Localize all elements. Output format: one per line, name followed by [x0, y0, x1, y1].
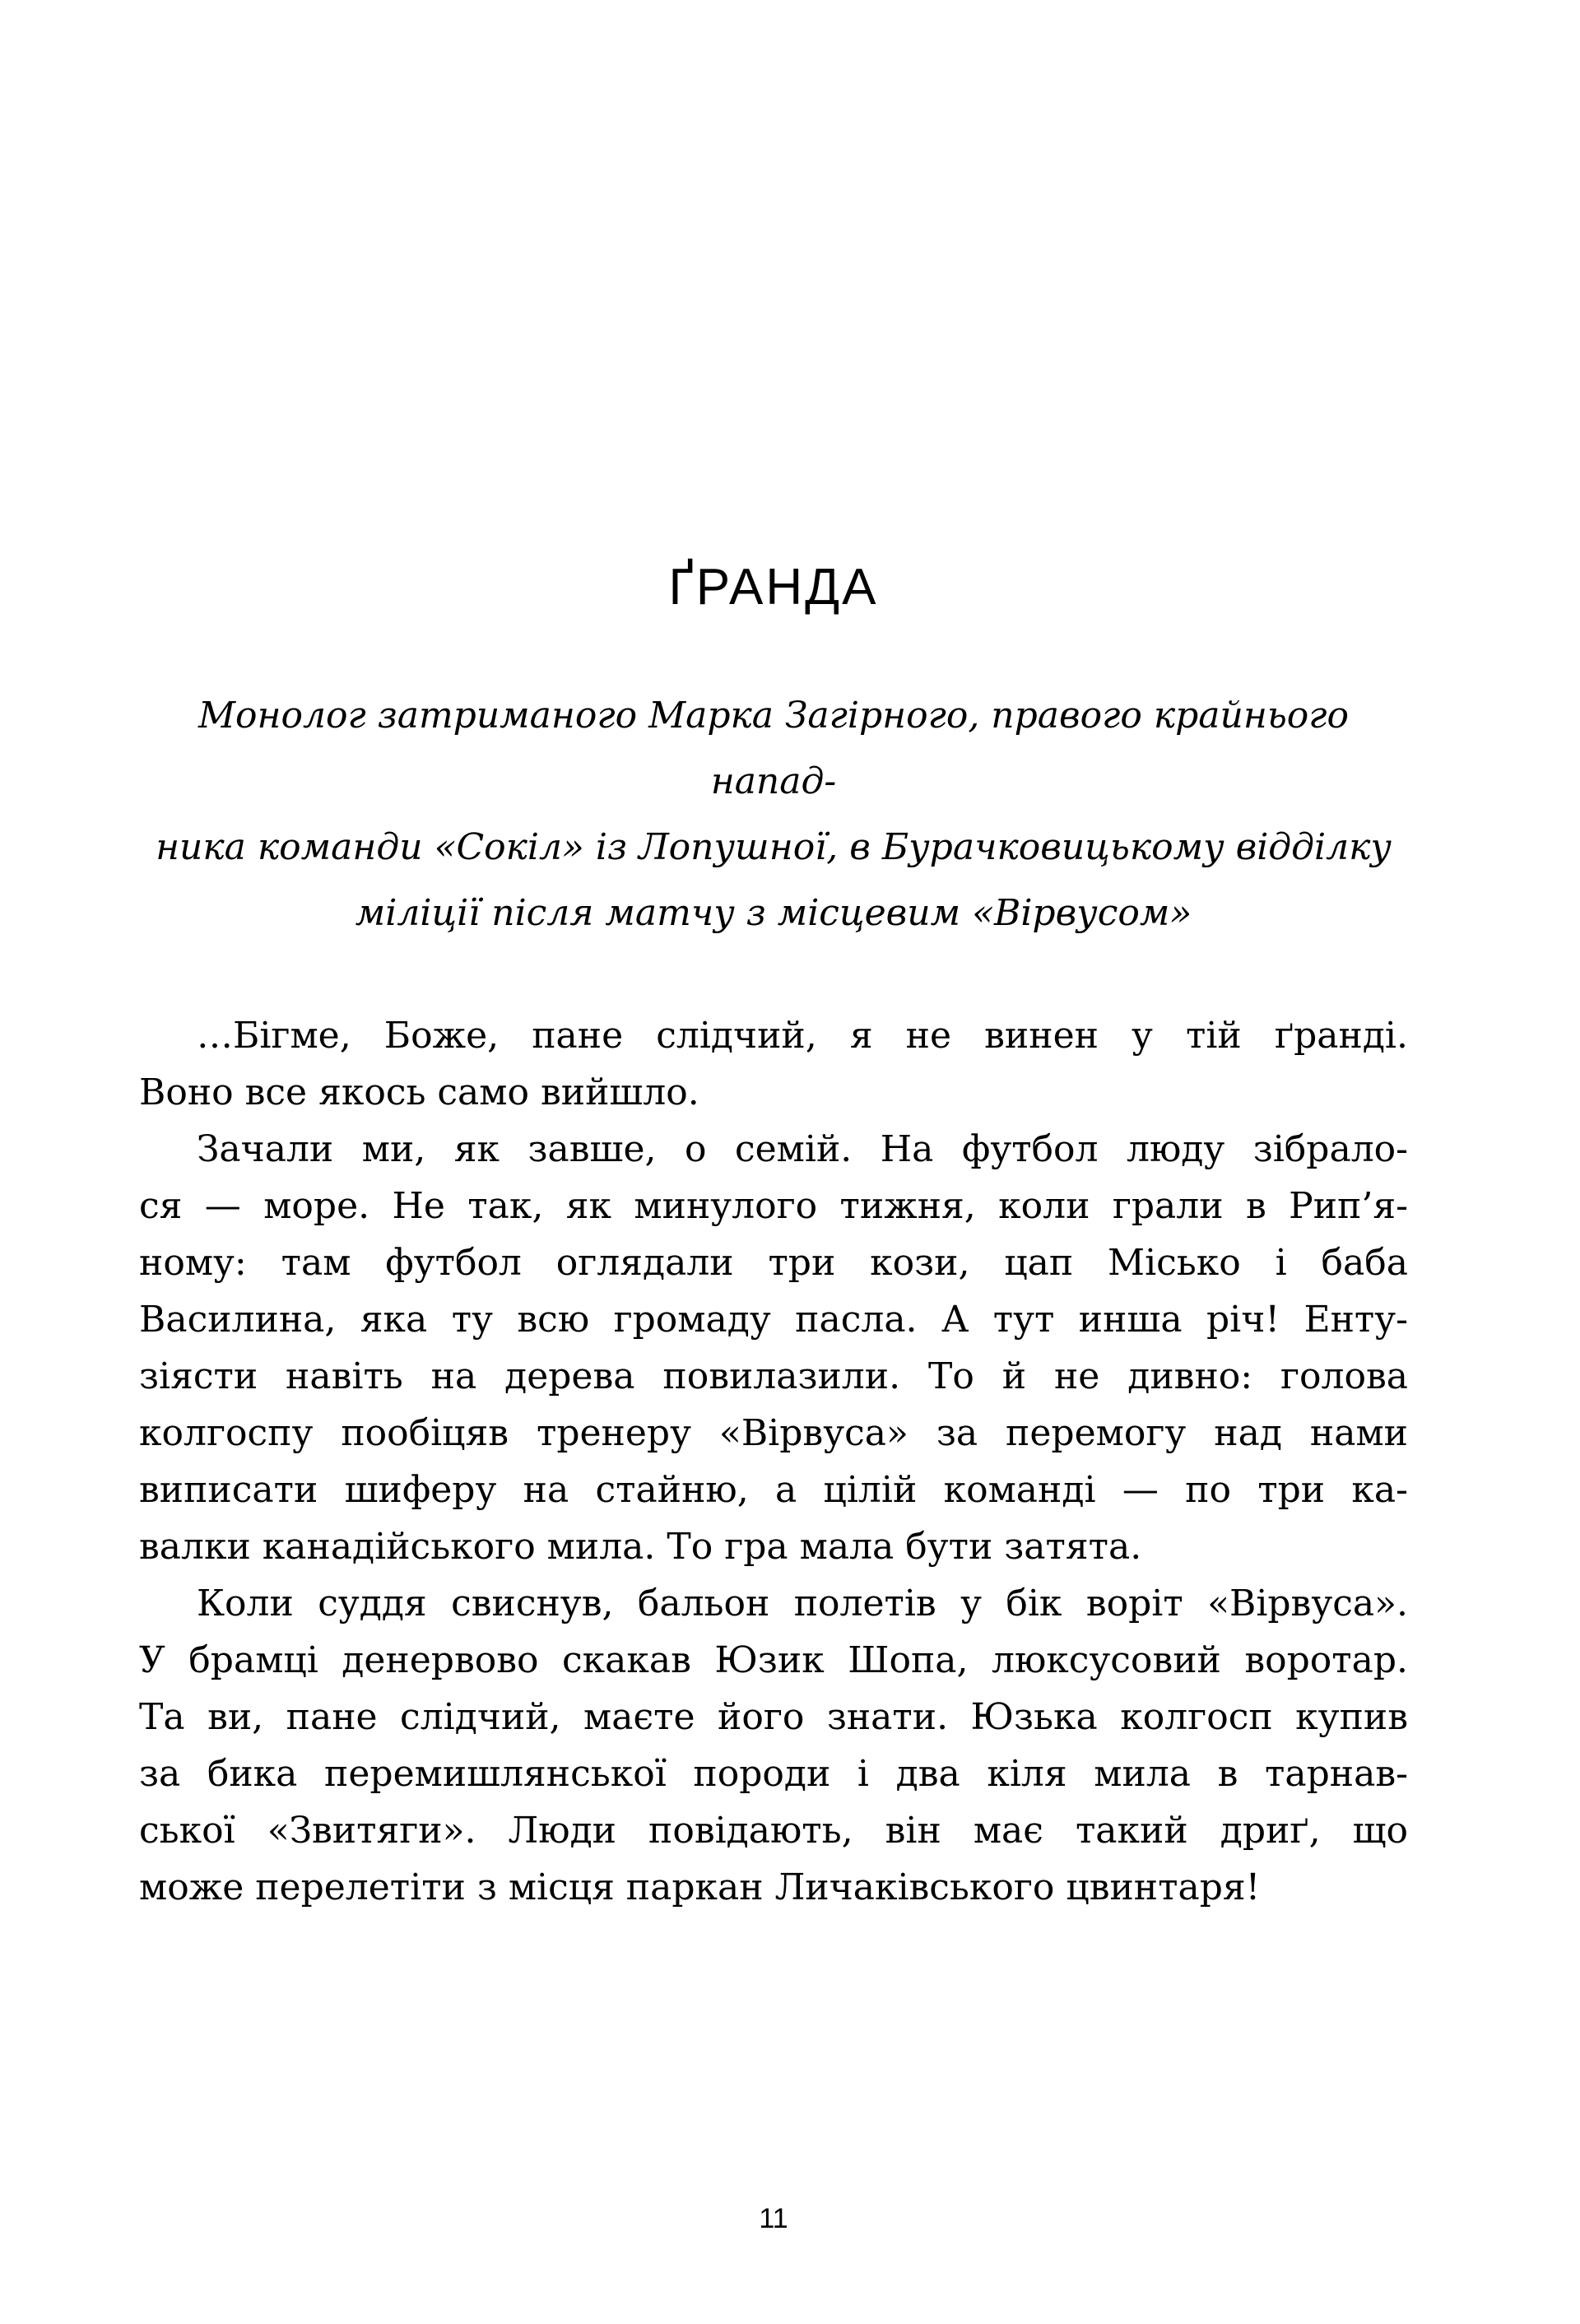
text-line: валки канадійського мила. То гра мала бути затята.: [139, 1526, 1142, 1568]
chapter-title: ҐРАНДА: [668, 559, 879, 616]
text-line: ному: там футбол оглядали три кози, цап Місько і баба: [139, 1242, 1408, 1284]
text-line: ся — море. Не так, як минулого тижня, коли грали в Рип’я-: [139, 1185, 1408, 1227]
text-line: Коли суддя свиснув, бальон полетів у бік воріт «Вірвуса».: [197, 1583, 1408, 1624]
text-line: ської «Звитяги». Люди повідають, він має такий дриґ, що: [139, 1810, 1408, 1852]
text-line: Та ви, пане слідчий, маєте його знати. Юзька колгосп купив: [139, 1696, 1408, 1738]
text-line: Воно все якось само вийшло.: [139, 1071, 699, 1113]
text-line: за бика перемишлянської породи і два кіля мила в тарнав-: [139, 1753, 1408, 1795]
page-number: 11: [759, 2203, 788, 2234]
text-line: У брамці денервово скакав Юзик Шопа, люксусовий воротар.: [139, 1639, 1408, 1681]
text-line: може перелетіти з місця паркан Личаківського цвинтаря!: [139, 1866, 1261, 1908]
paragraph: [139, 1007, 1408, 1121]
text-line: виписати шиферу на стайню, а цілій команді — по три ка-: [139, 1469, 1408, 1511]
paragraph: [139, 1121, 1408, 1575]
text-line: …Бігме, Боже, пане слідчий, я не винен у тій ґранді.: [197, 1015, 1408, 1057]
text-line: колгоспу пообіцяв тренеру «Вірвуса» за перемогу над нами: [139, 1412, 1408, 1454]
text-line: Василина, яка ту всю громаду пасла. А тут инша річ! Енту-: [139, 1299, 1408, 1341]
epigraph-line: міліції після матчу з місцевим «Вірвусом»: [355, 892, 1192, 934]
epigraph-line: ника команди «Сокіл» із Лопушної, в Бурачковицькому відділку: [156, 826, 1392, 868]
epigraph-line: Монолог затриманого Марка Загірного, правого крайнього напад-: [198, 695, 1350, 802]
paragraph: [139, 1575, 1408, 1916]
epigraph: [139, 683, 1408, 946]
text-line: Зачали ми, як завше, о семій. На футбол люду зібрало-: [197, 1128, 1408, 1170]
body-text: [139, 1007, 1408, 1916]
text-line: зіясти навіть на дерева повилазили. То й не дивно: голова: [139, 1355, 1408, 1397]
